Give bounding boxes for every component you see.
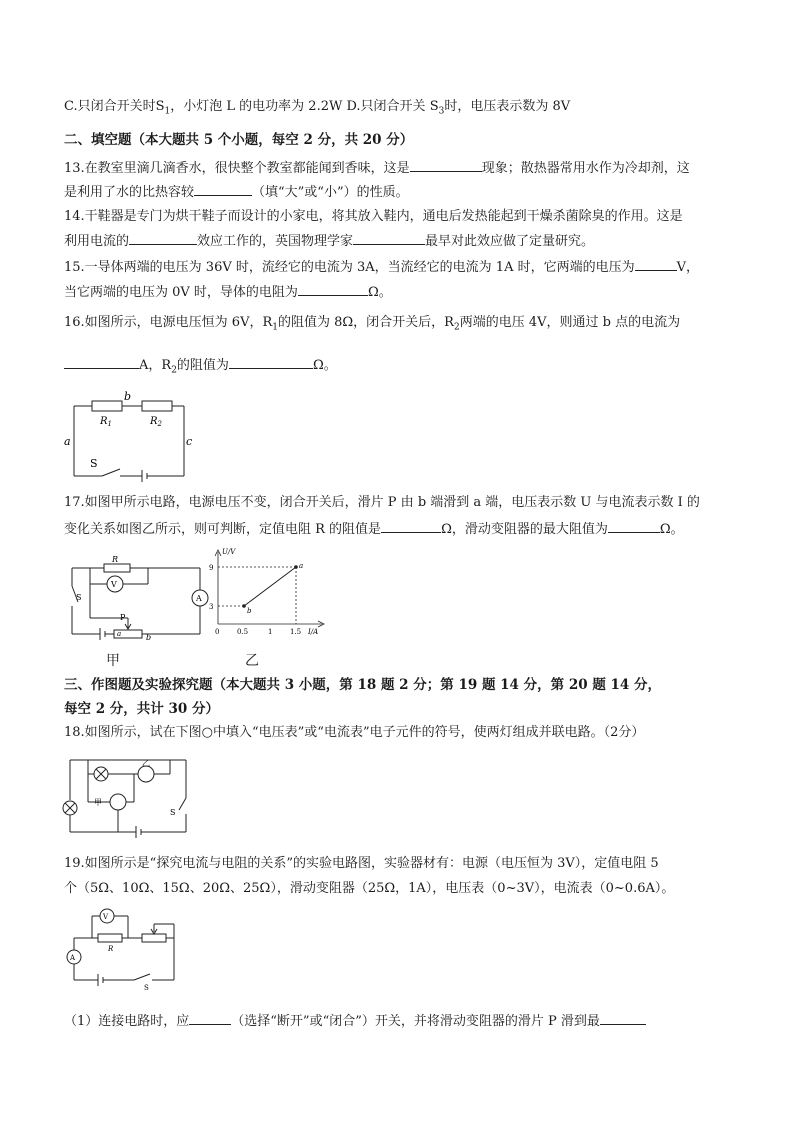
- caption-jia: 甲: [106, 653, 120, 669]
- meter-yi-label: 乙: [142, 759, 150, 768]
- ammeter-label: A: [70, 954, 76, 962]
- q13-line2: 是利用了水的比热容较 （填“大”或“小”）的性质。: [64, 185, 409, 200]
- blank[interactable]: [129, 232, 197, 245]
- caption-yi: 乙: [245, 653, 259, 669]
- resistor-r-label: R: [108, 945, 114, 953]
- q16-line2: A，$R_2$的阻值为 Ω。: [64, 356, 337, 380]
- x-tick-0-5: 0.5: [237, 628, 249, 636]
- blank[interactable]: [635, 258, 677, 271]
- point-a-marker: [294, 565, 298, 569]
- end-a-label: a: [117, 630, 122, 638]
- q17-circuit-jia: [62, 554, 212, 642]
- q14-line1: 14.干鞋器是专门为烘干鞋子而设计的小家电，将其放入鞋内，通电后发热能起到干燥杀菌除臭的作用。这是: [64, 209, 683, 224]
- switch-s-label: S: [170, 808, 176, 817]
- blank[interactable]: [194, 183, 252, 196]
- blank[interactable]: [410, 159, 482, 172]
- switch-label: S: [76, 593, 82, 602]
- section-2-heading: 二、填空题（本大题共 5 个小题，每空 2 分，共 20 分）: [64, 132, 414, 148]
- r1-label: $R_1$: [100, 416, 112, 428]
- switch-s-label: S: [90, 457, 98, 470]
- meter-jia-label: 甲: [94, 798, 102, 807]
- q18-line: 18.如图所示，试在下图○中填入“电压表”或“电流表”电子元件的符号，使两灯组成并联电路。（2分）: [64, 725, 645, 740]
- r-label: R: [112, 555, 119, 564]
- end-b-label: b: [146, 633, 152, 642]
- q17-graph-yi: [204, 546, 334, 638]
- ammeter-label: A: [196, 594, 202, 603]
- section-3-heading-line2: 每空 2 分，共计 30 分）: [64, 701, 219, 717]
- q16-circuit-diagram: [60, 390, 195, 485]
- q14-line2: 利用电流的 效应工作的，英国物理学家 最早对此效应做了定量研究。: [64, 234, 595, 249]
- q19-sub1-line: （1）连接电路时，应 （选择“断开”或“闭合”）开关，并将滑动变阻器的滑片 P 滑到最: [64, 1012, 646, 1031]
- q16-line1: 16.如图所示，电源电压恒为 6V，$R_1$的阻值为 8Ω，闭合开关后，$R_2$两端的电压 4V，则通过 b 点的电流为: [64, 315, 681, 333]
- x-tick-0: 0: [215, 628, 220, 636]
- r2-label: $R_2$: [150, 416, 162, 428]
- q19-line2: 个（5Ω、10Ω、15Ω、20Ω、25Ω），滑动变阻器（25Ω，1A），电压表（0~3V），电流表（0~0.6A）。: [64, 881, 675, 896]
- point-c-label: c: [186, 435, 193, 448]
- x-tick-1: 1: [268, 628, 273, 636]
- q19-line1: 19.如图所示是“探究电流与电阻的关系”的实验电路图，实验器材有：电源（电压恒为 3V），定值电阻 5: [64, 856, 659, 871]
- q13-line1: 13.在教室里滴几滴香水，很快整个教室都能闻到香味，这是 现象；散热器常用水作为冷却剂，这: [64, 161, 690, 176]
- section-3-heading-line1: 三、作图题及实验探究题（本大题共 3 小题，第 18 题 2 分；第 19 题 14 分，第 20 题 14 分，: [64, 677, 662, 693]
- blank[interactable]: [298, 283, 368, 296]
- q18-circuit-diagram: [62, 752, 194, 838]
- blank[interactable]: [608, 520, 660, 533]
- voltmeter-label: V: [103, 913, 109, 921]
- x-axis-label: I/A: [308, 628, 319, 636]
- q17-line2: 变化关系如图乙所示，则可判断，定值电阻 R 的阻值是 Ω，滑动变阻器的最大阻值为 Ω。: [64, 522, 684, 537]
- blank[interactable]: [600, 1012, 646, 1025]
- point-a-label: a: [64, 435, 71, 448]
- point-b-label: b: [124, 390, 132, 403]
- q17-line1: 17.如图甲所示电路，电源电压不变，闭合开关后，滑片 P 由 b 端滑到 a 端，电压表示数 U 与电流表示数 I 的: [64, 495, 700, 510]
- blank[interactable]: [353, 232, 425, 245]
- q19-circuit-diagram: [62, 906, 188, 992]
- point-b-marker: [242, 604, 246, 608]
- blank[interactable]: [189, 1012, 231, 1025]
- graph-point-b-label: b: [247, 607, 252, 615]
- y-tick-9: 9: [209, 564, 214, 572]
- blank[interactable]: [64, 356, 139, 369]
- switch-s-label: S: [144, 984, 149, 992]
- y-axis-label: U/V: [222, 548, 236, 556]
- q15-line2: 当它两端的电压为 0V 时，导体的电阻为 Ω。: [64, 285, 392, 300]
- blank[interactable]: [229, 356, 313, 369]
- blank[interactable]: [381, 520, 441, 533]
- voltmeter-label: V: [111, 580, 117, 589]
- y-tick-3: 3: [209, 603, 214, 611]
- x-tick-1-5: 1.5: [290, 628, 302, 636]
- option-c-d-line: C.只闭合开关时$S_1$，小灯泡 L 的电功率为 2.2W D.只闭合开关 $S_3$时，电压表示数为 8V: [64, 99, 571, 117]
- q15-line1: 15.一导体两端的电压为 36V 时，流经它的电流为 3A，当流经它的电流为 1A 时，它两端的电压为 V，: [64, 260, 699, 275]
- slider-p-label: P: [120, 613, 126, 622]
- graph-point-a-label: a: [299, 562, 304, 570]
